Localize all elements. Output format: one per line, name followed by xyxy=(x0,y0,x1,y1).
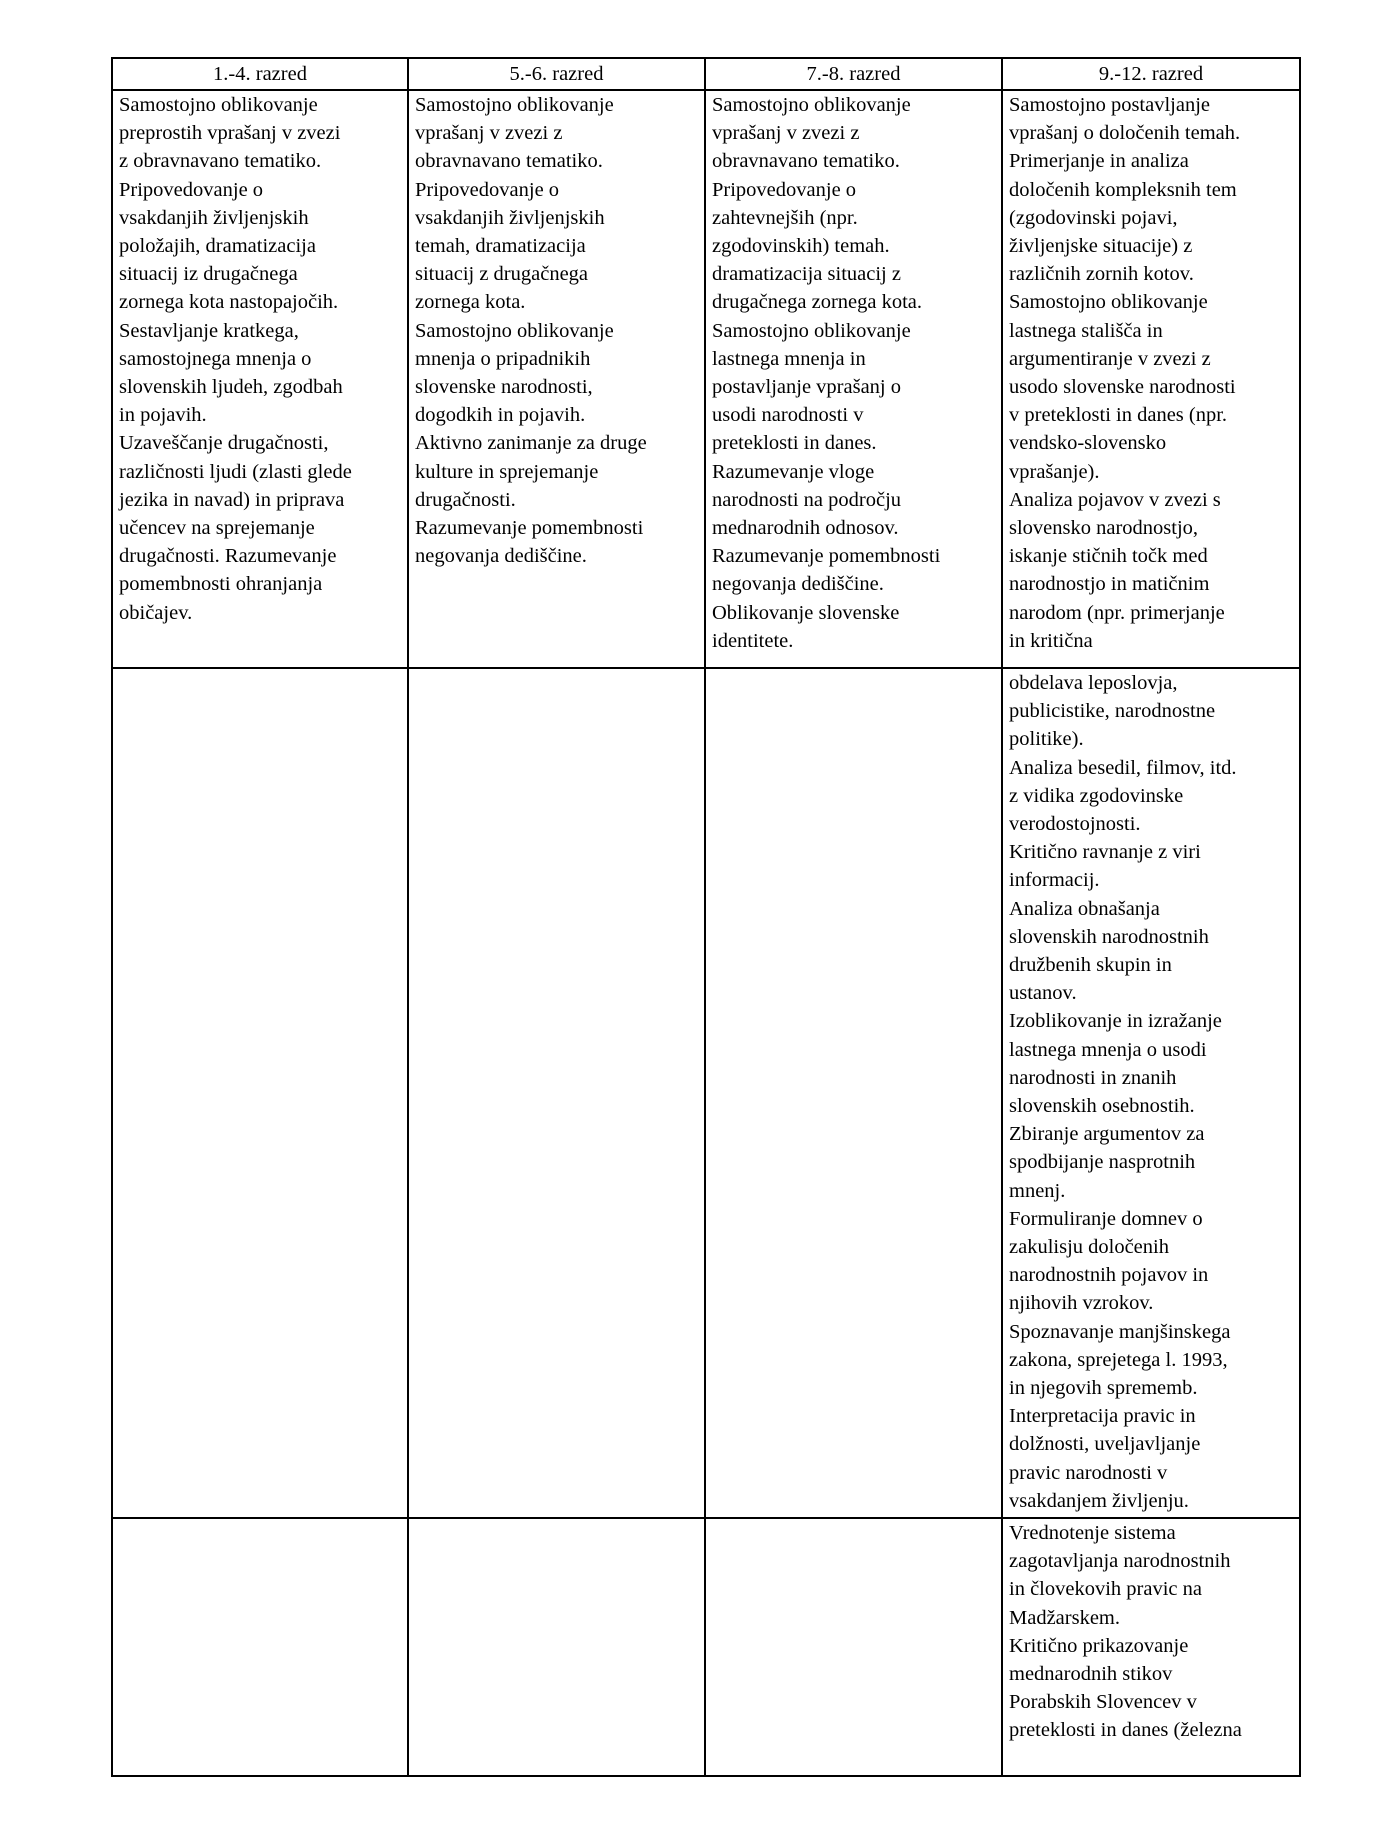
table-cell xyxy=(705,668,1002,1518)
table-cell xyxy=(112,1518,408,1776)
table-cell xyxy=(1002,90,1300,668)
header-grade-7-8: 7.-8. razred xyxy=(705,58,1002,90)
table-cell xyxy=(1002,668,1300,1518)
table-cell xyxy=(408,1518,705,1776)
cell-text: Samostojno oblikovanje preprostih vprašanj v zvezi z obravnavano tematiko. Pripovedovanje o vsakdanjih življenjskih položajih, dramatizacija situacij iz drugačnega zornega kota nastopajočih. Sestavljanje kratkega, samostojnega mnenja o slovenskih ljudeh, zgodbah in pojavih. Uzaveščanje drugačnosti, različnosti ljudi (zlasti glede jezika in navad) in priprava učencev na sprejemanje drugačnosti. Razumevanje pomembnosti ohranjanja običajev. xyxy=(119,94,352,624)
table-row xyxy=(112,1518,1300,1776)
table-cell xyxy=(112,668,408,1518)
curriculum-table xyxy=(111,57,1301,1777)
header-grade-1-4: 1.-4. razred xyxy=(112,58,408,90)
table-cell xyxy=(705,90,1002,668)
table-cell xyxy=(408,668,705,1518)
cell-text: Samostojno oblikovanje vprašanj v zvezi z obravnavano tematiko. Pripovedovanje o zahtevnejših (npr. zgodovinskih) temah. dramatizacija situacij z drugačnega zornega kota. Samostojno oblikovanje lastnega mnenja in postavljanje vprašanj o usodi narodnosti v preteklosti in danes. Razumevanje vloge narodnosti na področju mednarodnih odnosov. Razumevanje pomembnosti negovanja dediščine. Oblikovanje slovenske identitete. xyxy=(712,94,941,652)
header-grade-9-12: 9.-12. razred xyxy=(1002,58,1300,90)
cell-text: Samostojno oblikovanje vprašanj v zvezi z obravnavano tematiko. Pripovedovanje o vsakdanjih življenjskih temah, dramatizacija situacij z drugačnega zornega kota. Samostojno oblikovanje mnenja o pripadnikih slovenske narodnosti, dogodkih in pojavih. Aktivno zanimanje za druge kulture in sprejemanje drugačnosti. Razumevanje pomembnosti negovanja dediščine. xyxy=(415,94,647,568)
table-cell xyxy=(112,90,408,668)
table-cell xyxy=(408,90,705,668)
cell-text: Samostojno postavljanje vprašanj o določenih temah. Primerjanje in analiza določenih kompleksnih tem (zgodovinski pojavi, življenjske situacije) z različnih zornih kotov. Samostojno oblikovanje lastnega stališča in argumentiranje v zvezi z usodo slovenske narodnosti v preteklosti in danes (npr. vendsko-slovensko vprašanje). Analiza pojavov v zvezi s slovensko narodnostjo, iskanje stičnih točk med narodnostjo in matičnim narodom (npr. primerjanje in kritična xyxy=(1009,94,1241,652)
table-row xyxy=(112,668,1300,1518)
cell-text: Vrednotenje sistema zagotavljanja narodnostnih in človekovih pravic na Madžarskem. Kritično prikazovanje mednarodnih stikov Porabskih Slovencev v preteklosti in danes (železna xyxy=(1009,1522,1242,1742)
cell-text: obdelava leposlovja, publicistike, narodnostne politike). Analiza besedil, filmov, itd. z vidika zgodovinske verodostojnosti. Kritično ravnanje z viri informacij. Analiza obnašanja slovenskih narodnostnih družbenih skupin in ustanov. Izoblikovanje in izražanje lastnega mnenja o usodi narodnosti in znanih slovenskih osebnostih. Zbiranje argumentov za spodbijanje nasprotnih mnenj. Formuliranje domnev o zakulisju določenih narodnostnih pojavov in njihovih vzrokov. Spoznavanje manjšinskega zakona, sprejetega l. 1993, in njegovih sprememb. Interpretacija pravic in dolžnosti, uveljavljanje pravic narodnosti v vsakdanjem življenju. xyxy=(1009,672,1237,1512)
table-cell xyxy=(705,1518,1002,1776)
header-row xyxy=(112,58,1300,90)
table-cell xyxy=(1002,1518,1300,1776)
header-grade-5-6: 5.-6. razred xyxy=(408,58,705,90)
table-row xyxy=(112,90,1300,668)
